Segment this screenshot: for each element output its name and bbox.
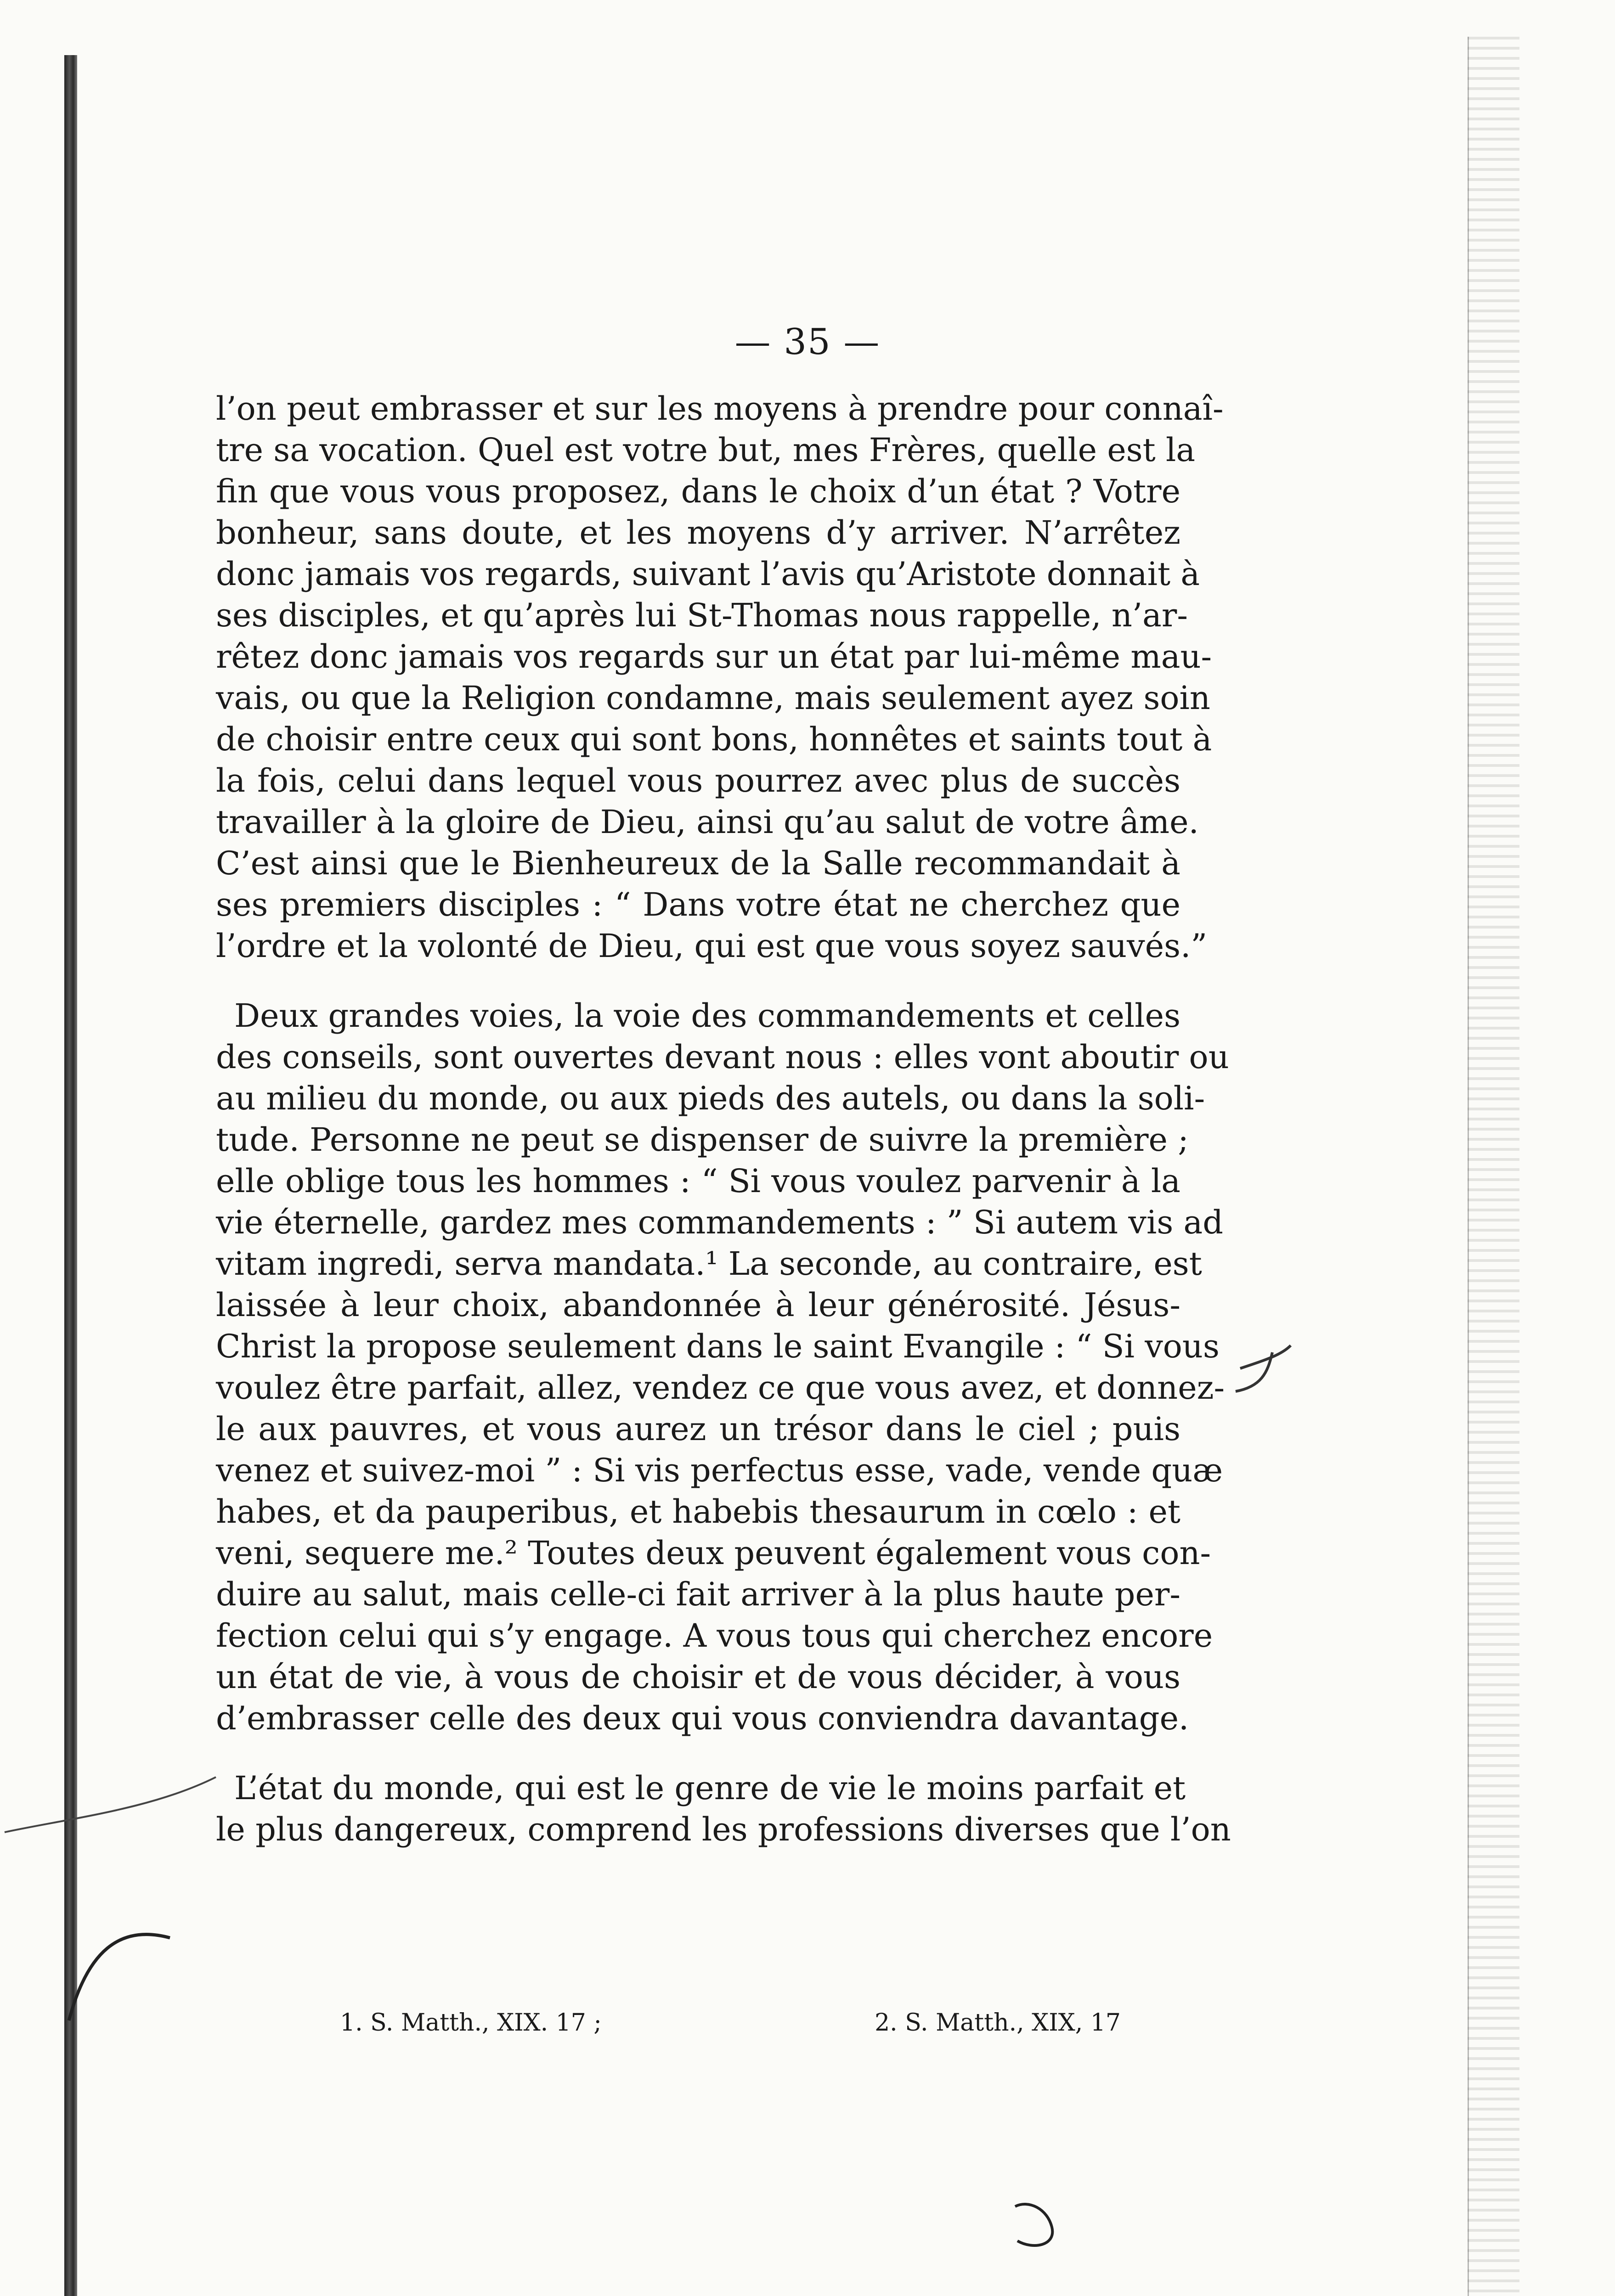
- text-line: Christ la propose seulement dans le saint Evangile : “ Si vous: [216, 1328, 1220, 1365]
- footnote-2: 2. S. Matth., XIX, 17: [875, 2009, 1121, 2037]
- text-line: L’état du monde, qui est le genre de vie le moins parfait et: [234, 1769, 1186, 1807]
- text-line: Deux grandes voies, la voie des commandements et celles: [234, 997, 1180, 1035]
- text-line: la fois, celui dans lequel vous pourrez avec plus de succès: [216, 762, 1180, 799]
- text-line: venez et suivez-moi ” : Si vis perfectus esse, vade, vende quæ: [216, 1452, 1223, 1489]
- scan-page-edge: [1468, 37, 1519, 2296]
- text-line: un état de vie, à vous de choisir et de vous décider, à vous: [216, 1658, 1180, 1696]
- text-line: ses disciples, et qu’après lui St-Thomas nous rappelle, n’ar-: [216, 597, 1188, 634]
- scan-binding-edge: [64, 55, 77, 2296]
- text-line: duire au salut, mais celle-ci fait arriver à la plus haute per-: [216, 1576, 1180, 1613]
- text-line: tre sa vocation. Quel est votre but, mes Frères, quelle est la: [216, 431, 1196, 469]
- paragraph-1: [216, 388, 1224, 967]
- footnotes: [340, 2009, 1121, 2037]
- text-line: veni, sequere me.² Toutes deux peuvent également vous con-: [216, 1534, 1211, 1572]
- text-line: elle oblige tous les hommes : “ Si vous voulez parvenir à la: [216, 1162, 1180, 1200]
- text-line: l’on peut embrasser et sur les moyens à prendre pour connaî-: [216, 390, 1224, 428]
- text-line: vais, ou que la Religion condamne, mais seulement ayez soin: [216, 679, 1211, 717]
- text-line: l’ordre et la volonté de Dieu, qui est que vous soyez sauvés.”: [216, 927, 1208, 965]
- text-line: de choisir entre ceux qui sont bons, honnêtes et saints tout à: [216, 720, 1212, 758]
- footnote-1: 1. S. Matth., XIX. 17 ;: [340, 2009, 602, 2037]
- text-line: C’est ainsi que le Bienheureux de la Salle recommandait à: [216, 844, 1180, 882]
- text-line: donc jamais vos regards, suivant l’avis qu’Aristote donnait à: [216, 555, 1200, 593]
- body-text: [216, 388, 1231, 1850]
- paragraph-2: [216, 995, 1229, 1739]
- text-line: habes, et da pauperibus, et habebis thesaurum in cœlo : et: [216, 1493, 1180, 1531]
- text-line: rêtez donc jamais vos regards sur un état par lui-même mau-: [216, 638, 1212, 675]
- text-line: le plus dangereux, comprend les professions diverses que l’on: [216, 1811, 1231, 1848]
- text-line: des conseils, sont ouvertes devant nous : elles vont aboutir ou: [216, 1038, 1229, 1076]
- text-line: fin que vous vous proposez, dans le choix d’un état ? Votre: [216, 473, 1180, 510]
- text-line: bonheur, sans doute, et les moyens d’y arriver. N’arrêtez: [216, 514, 1180, 551]
- text-line: fection celui qui s’y engage. A vous tous qui cherchez encore: [216, 1617, 1213, 1654]
- text-line: tude. Personne ne peut se dispenser de suivre la première ;: [216, 1121, 1189, 1159]
- text-line: d’embrasser celle des deux qui vous conviendra davantage.: [216, 1699, 1189, 1737]
- text-line: voulez être parfait, allez, vendez ce que vous avez, et donnez-: [216, 1369, 1225, 1407]
- text-line: le aux pauvres, et vous aurez un trésor dans le ciel ; puis: [216, 1410, 1180, 1448]
- text-line: vie éternelle, gardez mes commandements : ” Si autem vis ad: [216, 1204, 1224, 1241]
- page-number: — 35 —: [734, 321, 881, 363]
- text-line: travailler à la gloire de Dieu, ainsi qu’au salut de votre âme.: [216, 803, 1199, 841]
- text-line: ses premiers disciples : “ Dans votre état ne cherchez que: [216, 886, 1180, 923]
- paragraph-3: [216, 1767, 1231, 1850]
- text-line: laissée à leur choix, abandonnée à leur générosité. Jésus-: [216, 1286, 1180, 1324]
- text-line: au milieu du monde, ou aux pieds des autels, ou dans la soli-: [216, 1080, 1205, 1117]
- text-line: vitam ingredi, serva mandata.¹ La seconde, au contraire, est: [216, 1245, 1202, 1283]
